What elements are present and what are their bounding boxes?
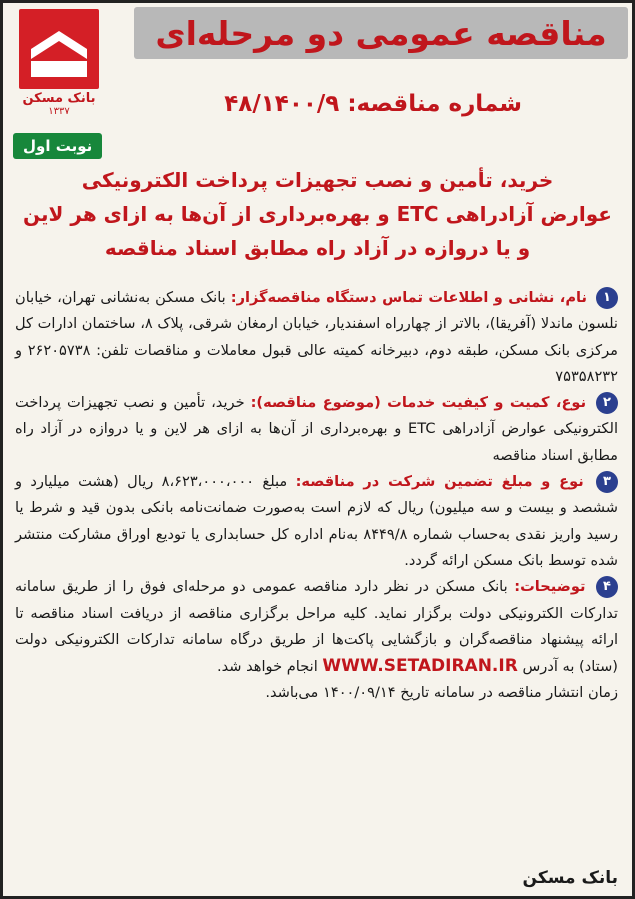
- subject-line-3: و یا دروازه در آزاد راه مطابق اسناد مناقصه: [104, 236, 531, 260]
- tender-body: [15, 285, 618, 707]
- publish-date: زمان انتشار مناقصه در سامانه تاریخ ۱۴۰۰/۰۹/۱۴ می‌باشد.: [265, 684, 618, 702]
- footer-brand: بانک مسکن: [522, 868, 618, 888]
- section-2: [15, 390, 618, 469]
- page-title: مناقصه عمومی دو مرحله‌ای: [155, 13, 607, 53]
- section-4: [15, 574, 618, 680]
- setad-url-link[interactable]: WWW.SETADIRAN.IR: [322, 656, 518, 677]
- section-title: نوع، کمیت و کیفیت خدمات (موضوع مناقصه):: [250, 394, 587, 412]
- section-3: [15, 469, 618, 574]
- section-title: نام، نشانی و اطلاعات تماس دستگاه مناقصه‌گزار:: [230, 289, 587, 306]
- subject-line-2: عوارض آزادراهی ETC و بهره‌برداری از آن‌ها به ازای هر لاین: [23, 202, 612, 226]
- section-number: ۴: [596, 576, 618, 598]
- section-text: مبلغ ۸،۶۲۳،۰۰۰،۰۰۰ ریال (هشت میلیارد و ششصد و بیست و سه میلیون) ریال که لازم است به‌صورت ضمانت‌نامه بانکی بدون قید و شرط یا رسید واریز نقدی به‌حساب شماره ۸۴۴۹/۸ به‌نام اداره کل حسابداری یا تودیع اوراق مشارکت منتشر شده توسط بانک مسکن ارائه گردد.: [15, 473, 618, 569]
- section-number: ۱: [596, 287, 618, 309]
- title-bar: [134, 7, 628, 59]
- section-text: بانک مسکن در نظر دارد مناقصه عمومی دو مرحله‌ای فوق را از طریق سامانه تدارکات الکترونیکی دولت برگزار نماید. کلیه مراحل برگزاری مناقصه از دریافت اسناد مناقصه تا ارائه پیشنهاد مناقصه‌گران و بازگشایی پاکت‌ها از طریق درگاه سامانه تدارکات الکترونیکی دولت (ستاد) به آدرس: [15, 578, 618, 676]
- tender-subject: [21, 163, 614, 265]
- logo-name: بانک مسکن: [22, 91, 96, 106]
- subject-line-1: خرید، تأمین و نصب تجهیزات پرداخت الکترونیکی: [81, 168, 554, 192]
- logo-mark-icon: [19, 9, 99, 89]
- section-title: توضیحات:: [514, 578, 586, 596]
- logo-code: ۱۳۳۷: [48, 106, 70, 117]
- section-number: ۲: [596, 392, 618, 414]
- section-1: [15, 285, 618, 390]
- section-number: ۳: [596, 471, 618, 493]
- section-text-after: انجام خواهد شد.: [216, 658, 318, 676]
- round-badge: نوبت اول: [13, 133, 102, 159]
- section-text: بانک مسکن به‌نشانی تهران، خیابان نلسون ماندلا (آفریقا)، بالاتر از چهارراه اسفندیار، خیابان ارمغان شرقی، پلاک ۸، ساختمان ادارات کل مرکزی بانک مسکن، طبقه دوم، دبیرخانه کمیته عالی قبول معاملات و مناقصات تلفن: ۲۶۲۰۵۷۳۸ و ۷۵۳۵۸۲۳۲: [15, 289, 619, 385]
- bank-logo: [9, 9, 109, 119]
- section-title: نوع و مبلغ تضمین شرکت در مناقصه:: [295, 473, 584, 491]
- tender-number: شماره مناقصه: ۴۸/۱۴۰۰/۹: [224, 91, 522, 117]
- section-text: خرید، تأمین و نصب تجهیزات پرداخت الکترونیکی عوارض آزادراهی ETC و بهره‌برداری از آن‌ها به ازای هر لاین و یا دروازه در آزاد راه مطابق اسناد مناقصه: [15, 394, 618, 464]
